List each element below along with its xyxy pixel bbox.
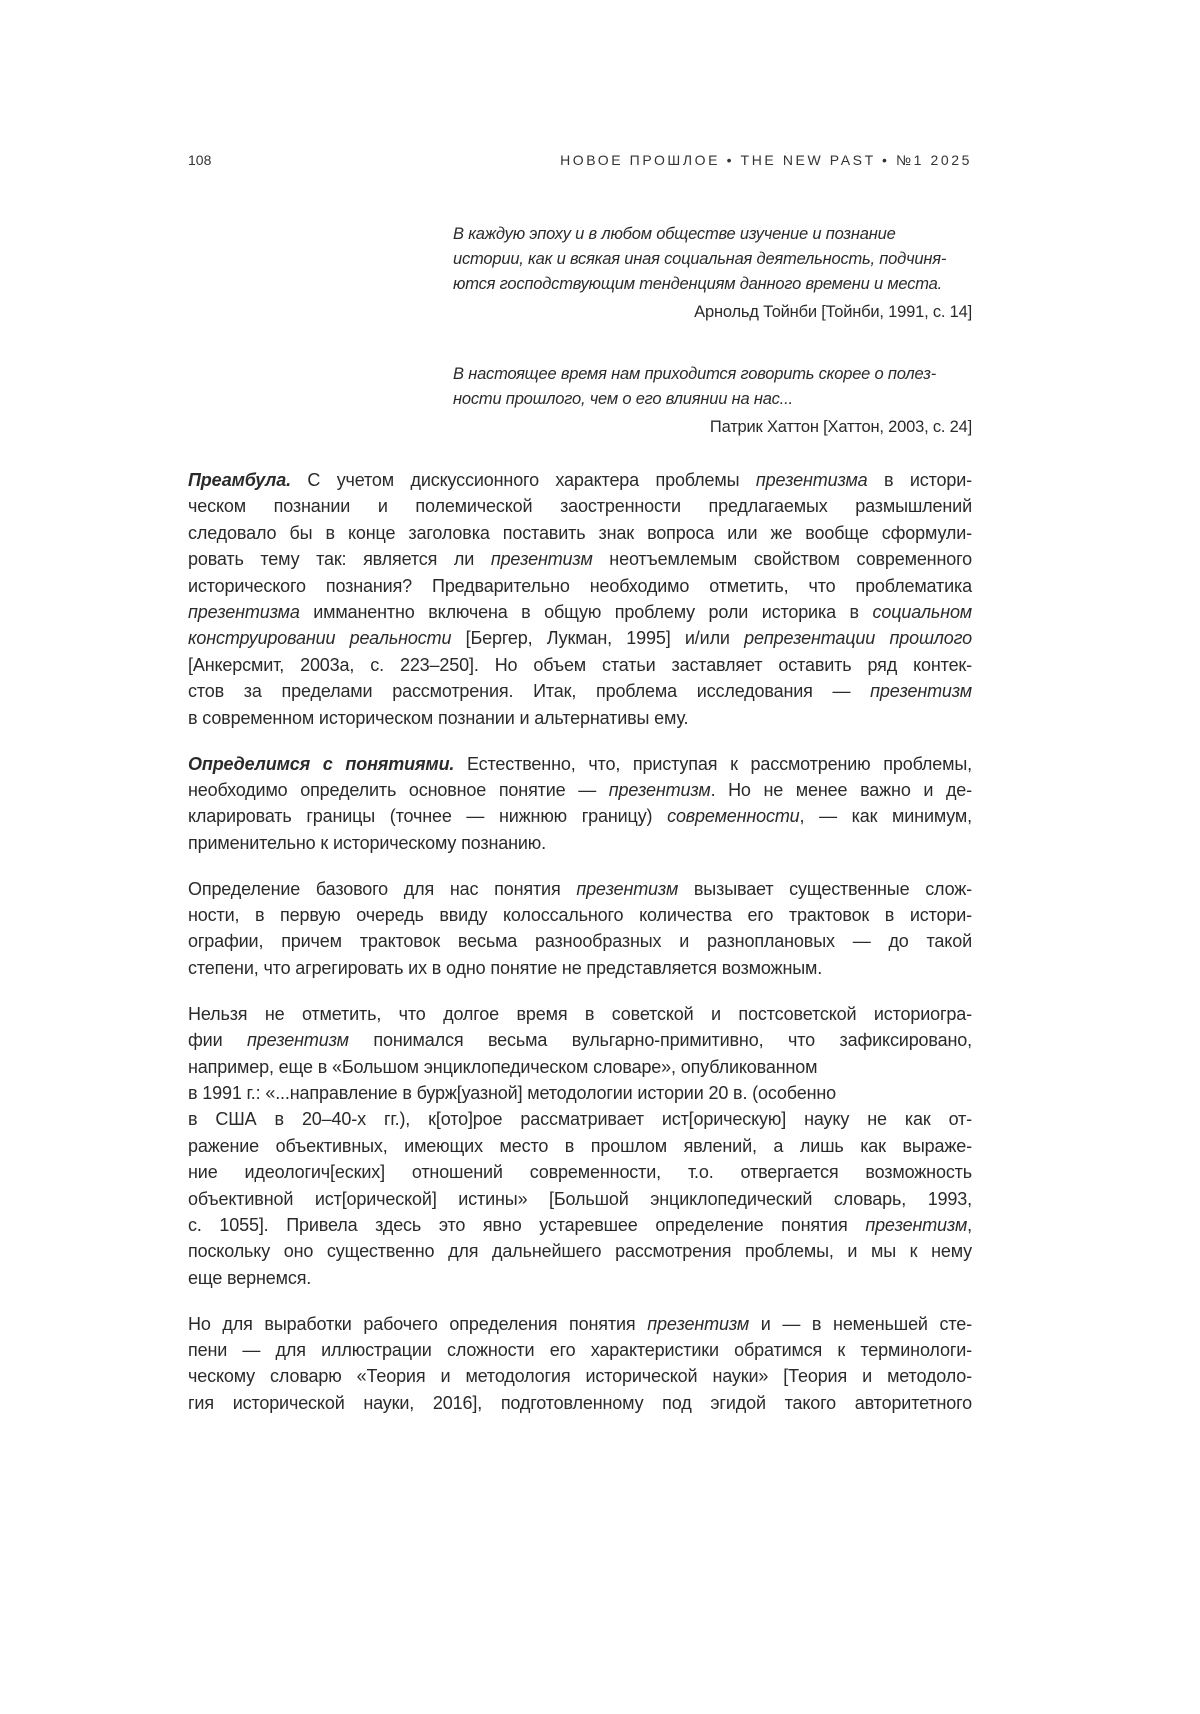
article-body [188,467,972,1436]
text-run: Но для выработки рабочего определения понятия [188,1314,647,1334]
epigraph-toynbee [453,222,972,325]
text-line [188,1212,972,1238]
text-line [188,678,972,704]
epigraph-attribution: Патрик Хаттон [Хаттон, 2003, с. 24] [453,415,972,440]
text-line [188,573,972,599]
text-line [188,467,972,493]
text-line [188,803,972,829]
text-run: исторического познания? Предварительно необходимо отметить, что проблематика [188,576,972,596]
epigraph-line: ности прошлого, чем о его влиянии на нас... [453,387,972,412]
text-run: вызывает существенные слож- [678,879,972,899]
text-run: в истори- [868,470,972,490]
text-line [188,777,972,803]
italic-term: презентизм [865,1215,967,1235]
text-run: ности, в первую очередь ввиду колоссального количества его трактовок в истори- [188,905,972,925]
italic-term: презентизм [609,780,711,800]
paragraph [188,467,972,731]
text-run: стов за пределами рассмотрения. Итак, проблема исследования — [188,681,870,701]
text-run: следовало бы в конце заголовка поставить знак вопроса или же вообще сформули- [188,523,972,543]
text-line [188,1001,972,1027]
text-line [188,520,972,546]
text-run: ражение объективных, имеющих место в прошлом явлений, а лишь как выраже- [188,1136,972,1156]
text-run: применительно к историческому познанию. [188,833,546,853]
text-run: еще вернемся. [188,1268,311,1288]
italic-term: презентизма [188,602,300,622]
text-line [188,902,972,928]
text-run: например, еще в «Большом энциклопедическом словаре», опубликованном [188,1057,817,1077]
text-run: поскольку оно существенно для дальнейшего рассмотрения проблемы, и мы к нему [188,1241,972,1261]
italic-term: современности [667,806,799,826]
text-line [188,1390,972,1416]
italic-term: презентизм [870,681,972,701]
text-line [188,751,972,777]
italic-term: презентизма [756,470,868,490]
text-run: кларировать границы (точнее — нижнюю границу) [188,806,667,826]
text-line [188,546,972,572]
text-line [188,652,972,678]
text-line [188,1106,972,1132]
italic-term: конструировании реальности [188,628,451,648]
text-line [188,830,972,856]
text-run: ческом познании и полемической заостренности предлагаемых размышлений [188,496,972,516]
epigraph-attribution: Арнольд Тойнби [Тойнби, 1991, с. 14] [453,300,972,325]
text-run: Нельзя не отметить, что долгое время в советской и постсоветской историогра- [188,1004,972,1024]
italic-term: презентизм [247,1030,349,1050]
text-run: объективной ист[орической] истины» [Большой энциклопедический словарь, 1993, [188,1189,972,1209]
text-run: Определение базового для нас понятия [188,879,576,899]
run-in-heading: Определимся с понятиями. [188,754,454,774]
text-line [188,1337,972,1363]
italic-term: репрезентации прошлого [744,628,972,648]
text-run: гия исторической науки, 2016], подготовленному под эгидой такого авторитетного [188,1393,972,1413]
italic-term: социальном [873,602,973,622]
text-run: ографии, причем трактовок весьма разнообразных и разноплановых — до такой [188,931,972,951]
text-run: степени, что агрегировать их в одно понятие не представляется возможным. [188,958,822,978]
text-run: Естественно, что, приступая к рассмотрению проблемы, [454,754,972,774]
epigraph-hutton [453,362,972,440]
text-line [188,705,972,731]
text-line [188,625,972,651]
italic-term: презентизм [576,879,678,899]
text-run: необходимо определить основное понятие — [188,780,609,800]
text-line [188,1238,972,1264]
page-number: 108 [188,152,211,168]
paragraph [188,1311,972,1417]
epigraph-line: ются господствующим тенденциям данного времени и места. [453,272,972,297]
text-line [188,1159,972,1185]
epigraph-line: В каждую эпоху и в любом обществе изучение и познание [453,222,972,247]
text-line [188,1133,972,1159]
text-run: понимался весьма вульгарно-примитивно, что зафиксировано, [349,1030,972,1050]
text-run: ние идеологич[еских] отношений современности, т.о. отвергается возможность [188,1162,972,1182]
run-in-heading: Преамбула. [188,470,291,490]
text-line [188,1311,972,1337]
text-run: [Бергер, Лукман, 1995] и/или [451,628,744,648]
text-run: ческому словарю «Теория и методология исторической науки» [Теория и методоло- [188,1366,972,1386]
text-line [188,1363,972,1389]
text-run: неотъемлемым свойством современного [593,549,972,569]
text-run: в современном историческом познании и альтернативы ему. [188,708,688,728]
italic-term: презентизм [491,549,593,569]
text-run: ровать тему так: является ли [188,549,491,569]
text-line [188,1080,972,1106]
text-run: и — в неменьшей сте- [749,1314,972,1334]
paragraph [188,751,972,857]
text-line [188,955,972,981]
italic-term: презентизм [647,1314,749,1334]
epigraph-line: В настоящее время нам приходится говорить скорее о полез- [453,362,972,387]
text-run: [Анкерсмит, 2003а, с. 223–250]. Но объем статьи заставляет оставить ряд контек- [188,655,972,675]
text-run: , [967,1215,972,1235]
text-line [188,1027,972,1053]
text-line [188,599,972,625]
text-run: с. 1055]. Привела здесь это явно устаревшее определение понятия [188,1215,865,1235]
text-line [188,876,972,902]
text-run: фии [188,1030,247,1050]
text-run: , — как минимум, [800,806,972,826]
text-line [188,493,972,519]
text-line [188,1054,972,1080]
epigraph-line: истории, как и всякая иная социальная деятельность, подчиня- [453,247,972,272]
text-line [188,1186,972,1212]
running-head: НОВОЕ ПРОШЛОЕ • THE NEW PAST • №1 2025 [560,152,972,168]
text-run: в США в 20–40-х гг.), к[ото]рое рассматривает ист[орическую] науку не как от- [188,1109,972,1129]
text-run: имманентно включена в общую проблему роли историка в [300,602,873,622]
text-line [188,928,972,954]
paragraph [188,1001,972,1291]
text-run: С учетом дискуссионного характера проблемы [291,470,756,490]
text-run: пени — для иллюстрации сложности его характеристики обратимся к терминологи- [188,1340,972,1360]
text-run: . Но не менее важно и де- [711,780,972,800]
text-run: в 1991 г.: «...направление в бурж[уазной] методологии истории 20 в. (особенно [188,1083,836,1103]
text-line [188,1265,972,1291]
paragraph [188,876,972,982]
